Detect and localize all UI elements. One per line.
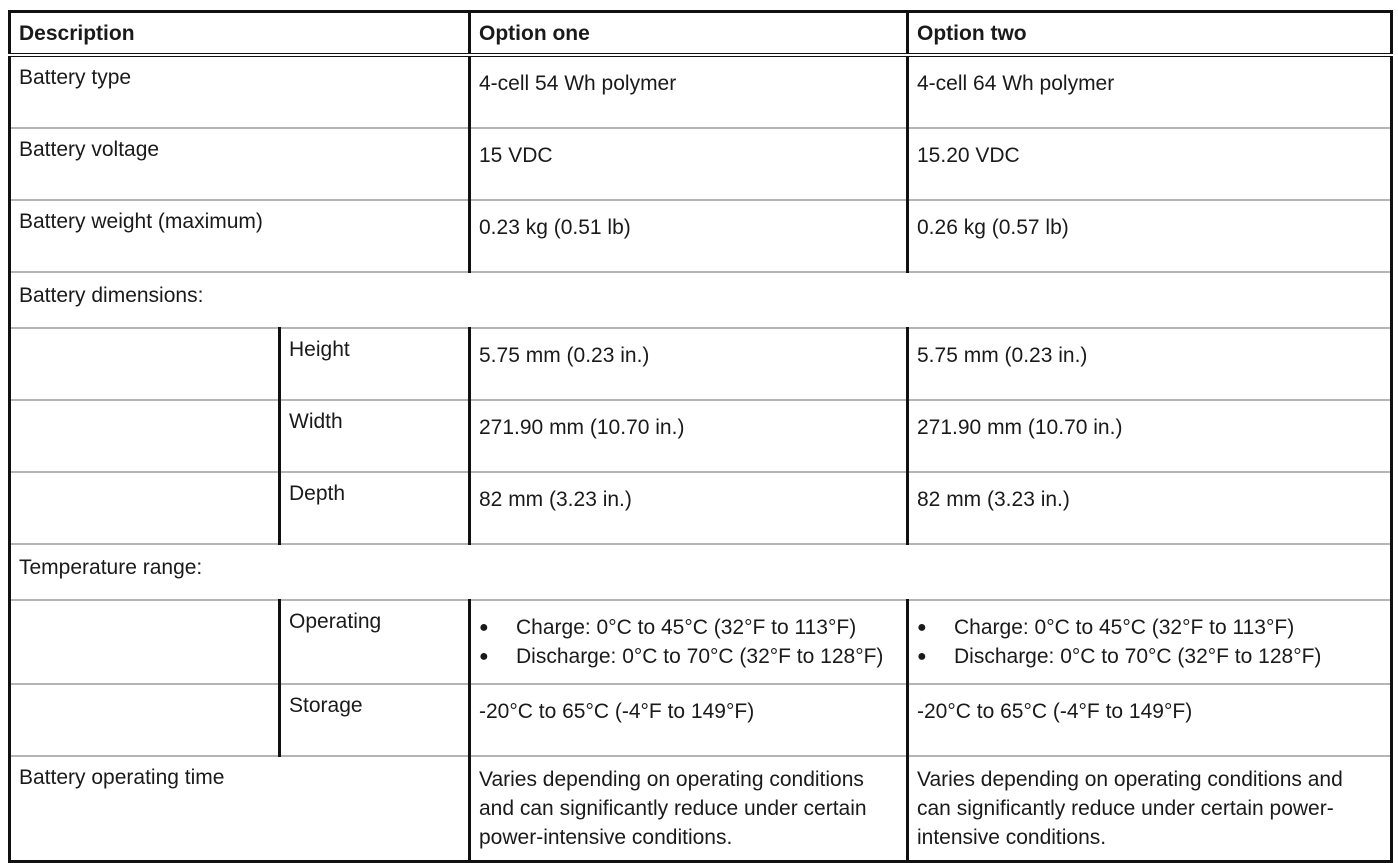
list-item: ● Discharge: 0°C to 70°C (32°F to 128°F) (479, 642, 898, 671)
battery-type-option-one: 4-cell 54 Wh polymer (470, 55, 908, 128)
section-label-battery-dimensions: Battery dimensions: (10, 272, 1392, 328)
row-label-operating-time: Battery operating time (10, 756, 470, 862)
table-row (10, 472, 1392, 544)
operating-option-two (908, 600, 1392, 684)
row-label-depth: Depth (280, 472, 470, 544)
row-label-battery-voltage: Battery voltage (10, 128, 470, 200)
table-row (10, 400, 1392, 472)
row-label-width: Width (280, 400, 470, 472)
operating-option-one (470, 600, 908, 684)
operating-time-option-one: Varies depending on operating conditions and can significantly reduce under certain power-intensive conditions. (470, 756, 908, 862)
table-header-row (10, 12, 1392, 56)
table-row (10, 756, 1392, 862)
list-item: ● Charge: 0°C to 45°C (32°F to 113°F) (479, 613, 898, 642)
table-section-row (10, 544, 1392, 600)
operating-option-two-list (917, 613, 1382, 671)
list-item: ● Discharge: 0°C to 70°C (32°F to 128°F) (917, 642, 1382, 671)
battery-specs-table (8, 10, 1393, 863)
row-label-operating: Operating (280, 600, 470, 684)
table-row (10, 600, 1392, 684)
empty-cell (10, 328, 280, 400)
row-label-battery-weight: Battery weight (maximum) (10, 200, 470, 272)
battery-voltage-option-two: 15.20 VDC (908, 128, 1392, 200)
operating-time-option-two: Varies depending on operating conditions and can significantly reduce under certain power-intensive conditions. (908, 756, 1392, 862)
table-row (10, 200, 1392, 272)
empty-cell (10, 472, 280, 544)
width-option-two: 271.90 mm (10.70 in.) (908, 400, 1392, 472)
list-item: ● Charge: 0°C to 45°C (32°F to 113°F) (917, 613, 1382, 642)
empty-cell (10, 600, 280, 684)
table-row (10, 684, 1392, 756)
header-option-one: Option one (470, 12, 908, 56)
section-label-temperature-range: Temperature range: (10, 544, 1392, 600)
table-section-row (10, 272, 1392, 328)
battery-weight-option-two: 0.26 kg (0.57 lb) (908, 200, 1392, 272)
battery-voltage-option-one: 15 VDC (470, 128, 908, 200)
header-option-two: Option two (908, 12, 1392, 56)
empty-cell (10, 400, 280, 472)
row-label-battery-type: Battery type (10, 55, 470, 128)
depth-option-one: 82 mm (3.23 in.) (470, 472, 908, 544)
header-description: Description (10, 12, 470, 56)
operating-option-one-list (479, 613, 898, 671)
battery-weight-option-one: 0.23 kg (0.51 lb) (470, 200, 908, 272)
depth-option-two: 82 mm (3.23 in.) (908, 472, 1392, 544)
table-row (10, 328, 1392, 400)
row-label-height: Height (280, 328, 470, 400)
battery-type-option-two: 4-cell 64 Wh polymer (908, 55, 1392, 128)
height-option-one: 5.75 mm (0.23 in.) (470, 328, 908, 400)
empty-cell (10, 684, 280, 756)
row-label-storage: Storage (280, 684, 470, 756)
width-option-one: 271.90 mm (10.70 in.) (470, 400, 908, 472)
storage-option-two: -20°C to 65°C (-4°F to 149°F) (908, 684, 1392, 756)
storage-option-one: -20°C to 65°C (-4°F to 149°F) (470, 684, 908, 756)
table-row (10, 128, 1392, 200)
table-row (10, 55, 1392, 128)
height-option-two: 5.75 mm (0.23 in.) (908, 328, 1392, 400)
